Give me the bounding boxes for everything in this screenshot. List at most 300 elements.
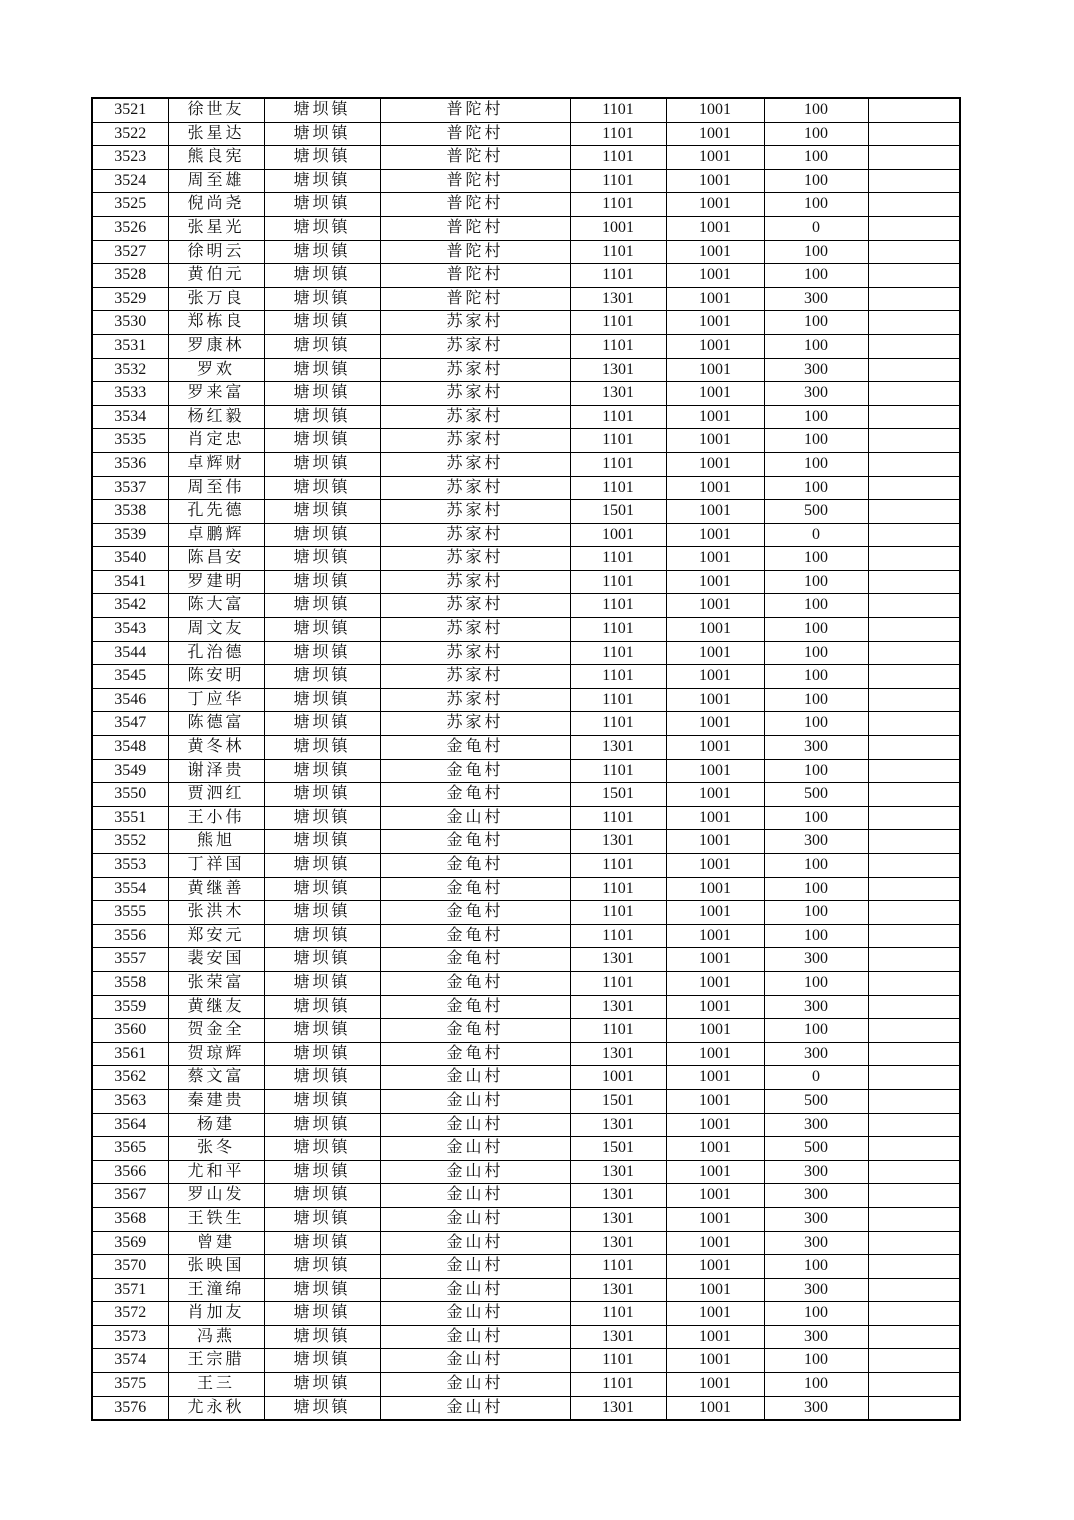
name-cell: 张万良	[168, 287, 264, 311]
code-a-cell: 1101	[570, 1349, 666, 1373]
name-cell: 王潼绵	[168, 1278, 264, 1302]
row-number-cell: 3539	[92, 523, 168, 547]
code-a-cell: 1301	[570, 1160, 666, 1184]
row-number-cell: 3575	[92, 1373, 168, 1397]
table-row	[92, 523, 960, 547]
village-cell: 金龟村	[380, 995, 570, 1019]
name-cell: 陈安明	[168, 665, 264, 689]
amount-cell: 300	[764, 1231, 868, 1255]
amount-cell: 100	[764, 712, 868, 736]
remark-cell	[868, 429, 960, 453]
name-cell: 贺琼辉	[168, 1042, 264, 1066]
amount-cell: 100	[764, 665, 868, 689]
name-cell: 徐世友	[168, 98, 264, 122]
table-row	[92, 334, 960, 358]
table-row	[92, 264, 960, 288]
remark-cell	[868, 806, 960, 830]
village-cell: 金龟村	[380, 1042, 570, 1066]
roster-body	[92, 98, 960, 1420]
code-b-cell: 1001	[666, 382, 764, 406]
village-cell: 金山村	[380, 1066, 570, 1090]
amount-cell: 100	[764, 1349, 868, 1373]
row-number-cell: 3533	[92, 382, 168, 406]
table-row	[92, 358, 960, 382]
row-number-cell: 3563	[92, 1089, 168, 1113]
remark-cell	[868, 1113, 960, 1137]
remark-cell	[868, 924, 960, 948]
town-cell: 塘坝镇	[264, 98, 380, 122]
amount-cell: 300	[764, 1042, 868, 1066]
town-cell: 塘坝镇	[264, 995, 380, 1019]
town-cell: 塘坝镇	[264, 712, 380, 736]
row-number-cell: 3531	[92, 334, 168, 358]
code-b-cell: 1001	[666, 641, 764, 665]
table-row	[92, 216, 960, 240]
row-number-cell: 3543	[92, 618, 168, 642]
amount-cell: 100	[764, 169, 868, 193]
row-number-cell: 3548	[92, 736, 168, 760]
code-a-cell: 1101	[570, 901, 666, 925]
code-a-cell: 1101	[570, 476, 666, 500]
code-b-cell: 1001	[666, 1349, 764, 1373]
code-a-cell: 1101	[570, 854, 666, 878]
amount-cell: 500	[764, 1089, 868, 1113]
village-cell: 金山村	[380, 1396, 570, 1420]
table-row	[92, 547, 960, 571]
remark-cell	[868, 382, 960, 406]
table-row	[92, 877, 960, 901]
code-b-cell: 1001	[666, 995, 764, 1019]
table-row	[92, 971, 960, 995]
amount-cell: 100	[764, 547, 868, 571]
amount-cell: 300	[764, 1113, 868, 1137]
town-cell: 塘坝镇	[264, 806, 380, 830]
code-b-cell: 1001	[666, 1207, 764, 1231]
remark-cell	[868, 311, 960, 335]
village-cell: 金山村	[380, 1278, 570, 1302]
table-row	[92, 901, 960, 925]
code-a-cell: 1101	[570, 759, 666, 783]
amount-cell: 100	[764, 429, 868, 453]
code-a-cell: 1301	[570, 382, 666, 406]
name-cell: 张荣富	[168, 971, 264, 995]
amount-cell: 300	[764, 1207, 868, 1231]
code-a-cell: 1501	[570, 1089, 666, 1113]
row-number-cell: 3554	[92, 877, 168, 901]
row-number-cell: 3525	[92, 193, 168, 217]
code-b-cell: 1001	[666, 1184, 764, 1208]
town-cell: 塘坝镇	[264, 476, 380, 500]
town-cell: 塘坝镇	[264, 783, 380, 807]
code-a-cell: 1301	[570, 1184, 666, 1208]
code-b-cell: 1001	[666, 1396, 764, 1420]
table-row	[92, 1278, 960, 1302]
village-cell: 金山村	[380, 1349, 570, 1373]
town-cell: 塘坝镇	[264, 854, 380, 878]
code-b-cell: 1001	[666, 948, 764, 972]
table-row	[92, 98, 960, 122]
table-row	[92, 476, 960, 500]
remark-cell	[868, 948, 960, 972]
amount-cell: 100	[764, 405, 868, 429]
remark-cell	[868, 783, 960, 807]
remark-cell	[868, 264, 960, 288]
name-cell: 张映国	[168, 1255, 264, 1279]
village-cell: 金龟村	[380, 783, 570, 807]
town-cell: 塘坝镇	[264, 594, 380, 618]
village-cell: 苏家村	[380, 429, 570, 453]
remark-cell	[868, 146, 960, 170]
code-a-cell: 1101	[570, 924, 666, 948]
table-row	[92, 688, 960, 712]
row-number-cell: 3530	[92, 311, 168, 335]
village-cell: 普陀村	[380, 169, 570, 193]
remark-cell	[868, 1066, 960, 1090]
amount-cell: 100	[764, 1373, 868, 1397]
village-cell: 金山村	[380, 806, 570, 830]
row-number-cell: 3561	[92, 1042, 168, 1066]
code-b-cell: 1001	[666, 1278, 764, 1302]
remark-cell	[868, 995, 960, 1019]
code-b-cell: 1001	[666, 759, 764, 783]
code-a-cell: 1101	[570, 429, 666, 453]
amount-cell: 100	[764, 146, 868, 170]
code-a-cell: 1301	[570, 1113, 666, 1137]
amount-cell: 300	[764, 1325, 868, 1349]
table-row	[92, 1373, 960, 1397]
code-b-cell: 1001	[666, 358, 764, 382]
amount-cell: 300	[764, 736, 868, 760]
village-cell: 苏家村	[380, 334, 570, 358]
village-cell: 金山村	[380, 1089, 570, 1113]
code-a-cell: 1101	[570, 1019, 666, 1043]
code-a-cell: 1101	[570, 641, 666, 665]
name-cell: 贾泗红	[168, 783, 264, 807]
amount-cell: 500	[764, 783, 868, 807]
town-cell: 塘坝镇	[264, 618, 380, 642]
remark-cell	[868, 1042, 960, 1066]
remark-cell	[868, 618, 960, 642]
name-cell: 肖定忠	[168, 429, 264, 453]
code-a-cell: 1101	[570, 594, 666, 618]
code-a-cell: 1101	[570, 712, 666, 736]
row-number-cell: 3568	[92, 1207, 168, 1231]
village-cell: 苏家村	[380, 358, 570, 382]
town-cell: 塘坝镇	[264, 688, 380, 712]
amount-cell: 100	[764, 334, 868, 358]
town-cell: 塘坝镇	[264, 287, 380, 311]
name-cell: 张星达	[168, 122, 264, 146]
name-cell: 黄伯元	[168, 264, 264, 288]
amount-cell: 100	[764, 971, 868, 995]
name-cell: 熊良宪	[168, 146, 264, 170]
code-a-cell: 1501	[570, 500, 666, 524]
remark-cell	[868, 641, 960, 665]
table-row	[92, 1349, 960, 1373]
village-cell: 金山村	[380, 1184, 570, 1208]
row-number-cell: 3553	[92, 854, 168, 878]
code-a-cell: 1101	[570, 570, 666, 594]
row-number-cell: 3537	[92, 476, 168, 500]
row-number-cell: 3552	[92, 830, 168, 854]
row-number-cell: 3524	[92, 169, 168, 193]
table-row	[92, 169, 960, 193]
code-a-cell: 1101	[570, 169, 666, 193]
table-row	[92, 1113, 960, 1137]
amount-cell: 100	[764, 452, 868, 476]
town-cell: 塘坝镇	[264, 193, 380, 217]
village-cell: 普陀村	[380, 122, 570, 146]
table-row	[92, 783, 960, 807]
name-cell: 孔先德	[168, 500, 264, 524]
name-cell: 倪尚尧	[168, 193, 264, 217]
remark-cell	[868, 405, 960, 429]
village-cell: 苏家村	[380, 688, 570, 712]
name-cell: 张冬	[168, 1137, 264, 1161]
amount-cell: 100	[764, 688, 868, 712]
row-number-cell: 3564	[92, 1113, 168, 1137]
code-a-cell: 1101	[570, 264, 666, 288]
village-cell: 金山村	[380, 1113, 570, 1137]
table-row	[92, 759, 960, 783]
village-cell: 苏家村	[380, 594, 570, 618]
remark-cell	[868, 712, 960, 736]
amount-cell: 300	[764, 1278, 868, 1302]
table-row	[92, 594, 960, 618]
row-number-cell: 3562	[92, 1066, 168, 1090]
name-cell: 贺金全	[168, 1019, 264, 1043]
remark-cell	[868, 500, 960, 524]
table-row	[92, 1089, 960, 1113]
remark-cell	[868, 877, 960, 901]
table-row	[92, 452, 960, 476]
table-row	[92, 641, 960, 665]
village-cell: 金山村	[380, 1373, 570, 1397]
name-cell: 罗康林	[168, 334, 264, 358]
town-cell: 塘坝镇	[264, 240, 380, 264]
village-cell: 金龟村	[380, 948, 570, 972]
village-cell: 苏家村	[380, 523, 570, 547]
remark-cell	[868, 547, 960, 571]
table-row	[92, 429, 960, 453]
code-a-cell: 1001	[570, 1066, 666, 1090]
name-cell: 谢泽贵	[168, 759, 264, 783]
town-cell: 塘坝镇	[264, 500, 380, 524]
row-number-cell: 3529	[92, 287, 168, 311]
name-cell: 陈德富	[168, 712, 264, 736]
name-cell: 卓鹏辉	[168, 523, 264, 547]
remark-cell	[868, 1207, 960, 1231]
name-cell: 丁祥国	[168, 854, 264, 878]
town-cell: 塘坝镇	[264, 1066, 380, 1090]
code-b-cell: 1001	[666, 311, 764, 335]
remark-cell	[868, 594, 960, 618]
remark-cell	[868, 240, 960, 264]
row-number-cell: 3535	[92, 429, 168, 453]
town-cell: 塘坝镇	[264, 901, 380, 925]
village-cell: 普陀村	[380, 264, 570, 288]
code-b-cell: 1001	[666, 193, 764, 217]
row-number-cell: 3556	[92, 924, 168, 948]
code-b-cell: 1001	[666, 594, 764, 618]
amount-cell: 100	[764, 264, 868, 288]
amount-cell: 100	[764, 618, 868, 642]
name-cell: 周文友	[168, 618, 264, 642]
amount-cell: 100	[764, 193, 868, 217]
code-a-cell: 1101	[570, 311, 666, 335]
village-cell: 苏家村	[380, 500, 570, 524]
table-row	[92, 146, 960, 170]
amount-cell: 0	[764, 1066, 868, 1090]
amount-cell: 300	[764, 995, 868, 1019]
code-b-cell: 1001	[666, 1019, 764, 1043]
code-a-cell: 1101	[570, 452, 666, 476]
town-cell: 塘坝镇	[264, 405, 380, 429]
name-cell: 秦建贵	[168, 1089, 264, 1113]
remark-cell	[868, 1278, 960, 1302]
table-row	[92, 500, 960, 524]
code-a-cell: 1301	[570, 1396, 666, 1420]
code-a-cell: 1501	[570, 783, 666, 807]
remark-cell	[868, 358, 960, 382]
village-cell: 普陀村	[380, 146, 570, 170]
village-cell: 金龟村	[380, 854, 570, 878]
amount-cell: 100	[764, 594, 868, 618]
code-a-cell: 1301	[570, 358, 666, 382]
amount-cell: 100	[764, 924, 868, 948]
table-row	[92, 1137, 960, 1161]
row-number-cell: 3540	[92, 547, 168, 571]
remark-cell	[868, 1160, 960, 1184]
town-cell: 塘坝镇	[264, 1302, 380, 1326]
code-a-cell: 1301	[570, 995, 666, 1019]
code-a-cell: 1101	[570, 193, 666, 217]
town-cell: 塘坝镇	[264, 1349, 380, 1373]
village-cell: 苏家村	[380, 570, 570, 594]
amount-cell: 300	[764, 287, 868, 311]
town-cell: 塘坝镇	[264, 1113, 380, 1137]
name-cell: 周至伟	[168, 476, 264, 500]
amount-cell: 100	[764, 759, 868, 783]
remark-cell	[868, 452, 960, 476]
code-a-cell: 1101	[570, 1302, 666, 1326]
town-cell: 塘坝镇	[264, 1373, 380, 1397]
remark-cell	[868, 901, 960, 925]
table-row	[92, 193, 960, 217]
remark-cell	[868, 98, 960, 122]
name-cell: 裴安国	[168, 948, 264, 972]
name-cell: 周至雄	[168, 169, 264, 193]
remark-cell	[868, 854, 960, 878]
code-b-cell: 1001	[666, 924, 764, 948]
amount-cell: 300	[764, 1184, 868, 1208]
remark-cell	[868, 476, 960, 500]
row-number-cell: 3521	[92, 98, 168, 122]
town-cell: 塘坝镇	[264, 1137, 380, 1161]
code-a-cell: 1101	[570, 98, 666, 122]
code-a-cell: 1301	[570, 830, 666, 854]
village-cell: 金山村	[380, 1207, 570, 1231]
town-cell: 塘坝镇	[264, 924, 380, 948]
amount-cell: 300	[764, 1396, 868, 1420]
amount-cell: 0	[764, 523, 868, 547]
code-a-cell: 1101	[570, 1255, 666, 1279]
remark-cell	[868, 570, 960, 594]
name-cell: 黄继善	[168, 877, 264, 901]
code-a-cell: 1101	[570, 971, 666, 995]
remark-cell	[868, 1396, 960, 1420]
name-cell: 丁应华	[168, 688, 264, 712]
amount-cell: 300	[764, 948, 868, 972]
code-b-cell: 1001	[666, 1255, 764, 1279]
town-cell: 塘坝镇	[264, 1396, 380, 1420]
name-cell: 卓辉财	[168, 452, 264, 476]
name-cell: 罗山发	[168, 1184, 264, 1208]
table-row	[92, 1396, 960, 1420]
amount-cell: 100	[764, 570, 868, 594]
village-cell: 苏家村	[380, 712, 570, 736]
remark-cell	[868, 523, 960, 547]
remark-cell	[868, 736, 960, 760]
village-cell: 金龟村	[380, 759, 570, 783]
row-number-cell: 3528	[92, 264, 168, 288]
village-cell: 金龟村	[380, 924, 570, 948]
name-cell: 熊旭	[168, 830, 264, 854]
village-cell: 金山村	[380, 1160, 570, 1184]
code-a-cell: 1101	[570, 334, 666, 358]
row-number-cell: 3527	[92, 240, 168, 264]
remark-cell	[868, 1019, 960, 1043]
name-cell: 杨红毅	[168, 405, 264, 429]
town-cell: 塘坝镇	[264, 264, 380, 288]
code-b-cell: 1001	[666, 287, 764, 311]
code-b-cell: 1001	[666, 500, 764, 524]
name-cell: 黄冬林	[168, 736, 264, 760]
amount-cell: 500	[764, 1137, 868, 1161]
remark-cell	[868, 1137, 960, 1161]
name-cell: 王三	[168, 1373, 264, 1397]
name-cell: 陈昌安	[168, 547, 264, 571]
code-a-cell: 1301	[570, 1042, 666, 1066]
table-row	[92, 287, 960, 311]
amount-cell: 100	[764, 1019, 868, 1043]
town-cell: 塘坝镇	[264, 216, 380, 240]
village-cell: 苏家村	[380, 618, 570, 642]
amount-cell: 300	[764, 382, 868, 406]
code-b-cell: 1001	[666, 216, 764, 240]
town-cell: 塘坝镇	[264, 1207, 380, 1231]
code-a-cell: 1101	[570, 665, 666, 689]
town-cell: 塘坝镇	[264, 1255, 380, 1279]
remark-cell	[868, 287, 960, 311]
code-b-cell: 1001	[666, 169, 764, 193]
town-cell: 塘坝镇	[264, 759, 380, 783]
code-b-cell: 1001	[666, 901, 764, 925]
village-cell: 金龟村	[380, 830, 570, 854]
village-cell: 金山村	[380, 1231, 570, 1255]
table-row	[92, 1207, 960, 1231]
name-cell: 黄继友	[168, 995, 264, 1019]
amount-cell: 100	[764, 877, 868, 901]
code-a-cell: 1101	[570, 146, 666, 170]
code-b-cell: 1001	[666, 476, 764, 500]
town-cell: 塘坝镇	[264, 547, 380, 571]
town-cell: 塘坝镇	[264, 1325, 380, 1349]
row-number-cell: 3547	[92, 712, 168, 736]
code-a-cell: 1101	[570, 688, 666, 712]
row-number-cell: 3571	[92, 1278, 168, 1302]
table-row	[92, 1184, 960, 1208]
